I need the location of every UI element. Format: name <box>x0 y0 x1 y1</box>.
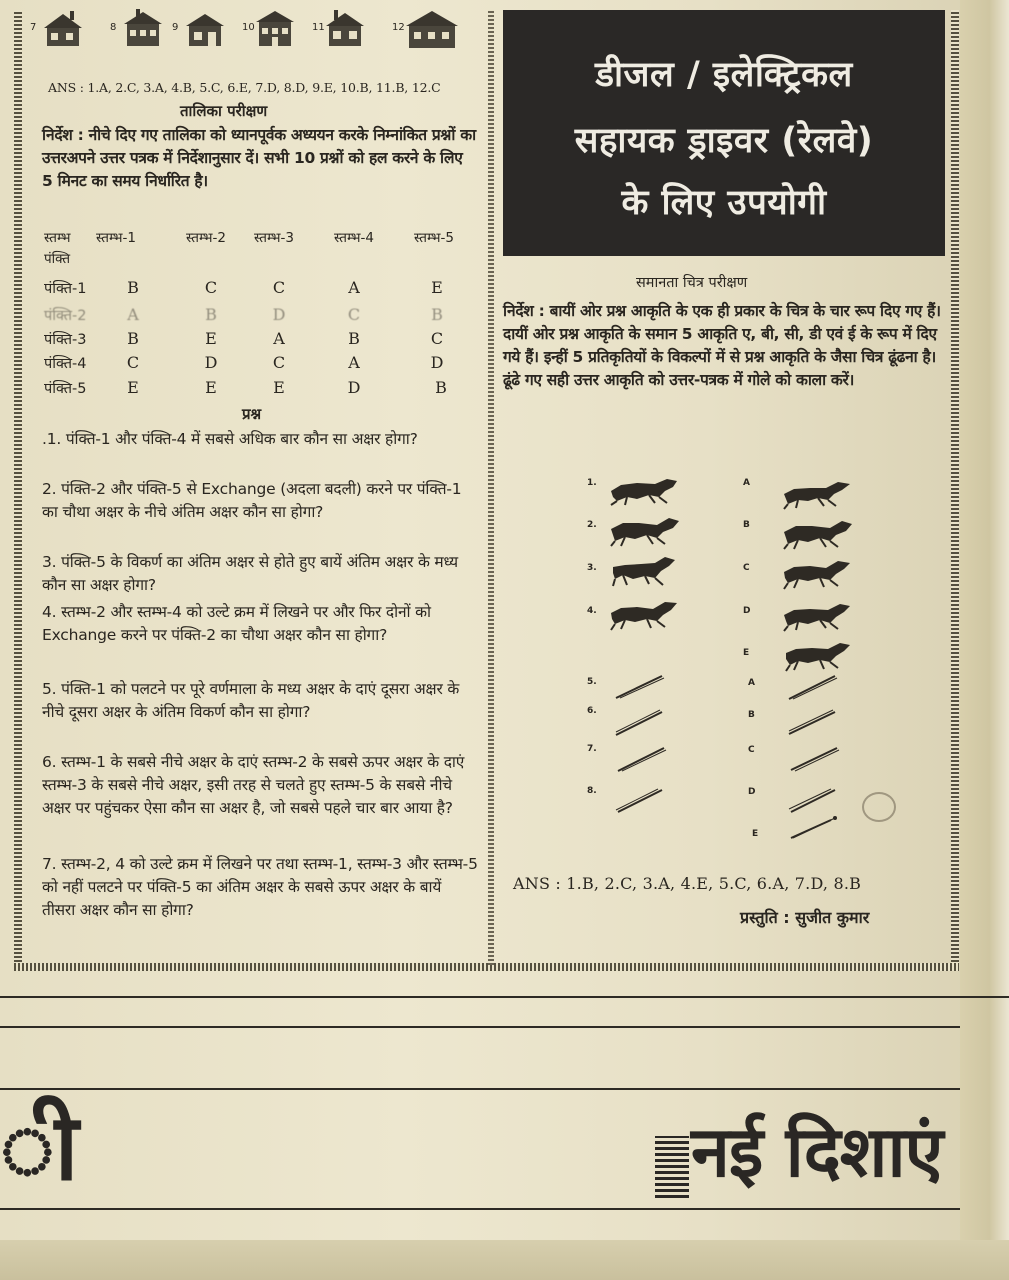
question-item: 2. पंक्ति-2 और पंक्ति-5 से Exchange (अदला बदली) करने पर पंक्ति-1 का चौथा अक्षर के नीचे अंतिम अक्षर कौन सा होगा? <box>42 480 462 521</box>
row-label: पंक्ति-4 <box>44 356 87 372</box>
figure-label: 3. <box>587 563 597 573</box>
headline-box <box>503 10 945 256</box>
horse-icon <box>780 638 856 672</box>
rule-line <box>0 1088 960 1090</box>
option-label: C <box>748 745 755 755</box>
figure-label: 7. <box>587 744 597 754</box>
section-title: तालिका परीक्षण <box>180 102 268 120</box>
table-cell: C <box>272 278 286 297</box>
horse-icon <box>780 476 856 510</box>
rule-line <box>0 1026 960 1028</box>
house-number: 8 <box>110 22 117 33</box>
rule-line <box>0 1208 960 1210</box>
table-cell: B <box>127 278 139 297</box>
figure-label: 1. <box>587 478 597 488</box>
table-cell: E <box>431 278 443 297</box>
row-label: पंक्ति-3 <box>44 332 87 348</box>
answers-line: ANS : 1.A, 2.C, 3.A, 4.B, 5.C, 6.E, 7.D, 8.D, 9.E, 10.B, 11.B, 12.C <box>48 80 441 95</box>
column-divider <box>488 10 494 965</box>
horse-icon <box>780 516 856 550</box>
figure-label: 8. <box>587 786 597 796</box>
horse-icon <box>607 513 683 547</box>
rule-line <box>0 996 1009 998</box>
instruction-text: निर्देश : नीचे दिए गए तालिका को ध्यानपूर्वक अध्ययन करके निम्नांकित प्रश्नों का उत्तरअपने उत्तर पत्रक में निर्देशानुसार दें। सभी 10 प्रश्नों को हल करने के लिए 5 मिनट का समय निर्धारित है। <box>42 126 476 190</box>
line-figure <box>785 812 841 842</box>
logo-text: नई दिशाएं <box>691 1111 943 1193</box>
table-cell: B <box>348 329 360 348</box>
house-icon <box>252 8 298 48</box>
line-figure <box>612 672 668 702</box>
table-cell: E <box>205 329 217 348</box>
house-figure <box>242 6 302 50</box>
table-cell: C <box>272 353 286 372</box>
table-cell: D <box>204 353 218 372</box>
house-figure <box>312 6 372 50</box>
row-label: पंक्ति-1 <box>44 281 87 297</box>
table-cell: D <box>347 378 361 397</box>
column-header: स्तम्भ-1 <box>96 230 136 246</box>
table-corner-top: स्तम्भ <box>44 230 71 246</box>
house-number: 12 <box>392 22 405 33</box>
table-cell: A <box>348 278 360 297</box>
figure-label: 4. <box>587 606 597 616</box>
option-label: C <box>743 563 750 573</box>
table-cell: D <box>272 305 286 324</box>
page-fold <box>0 1240 1009 1280</box>
paper-stain <box>862 792 896 822</box>
column-header: स्तम्भ-5 <box>414 230 454 246</box>
headline-line: सहायक ड्राइवर (रेलवे) <box>574 121 874 161</box>
table-cell: A <box>348 353 360 372</box>
line-figure <box>612 786 668 816</box>
column-header: स्तम्भ-2 <box>186 230 226 246</box>
question-item: 6. स्तम्भ-1 के सबसे नीचे अक्षर के दाएं स्तम्भ-2 के सबसे ऊपर अक्षर के दाएं स्तम्भ-3 के सबसे नीचे अक्षर, इसी तरह से चलते हुए स्तम्भ-5 के सबसे नीचे अक्षर पर पहुंचकर ऐसा कौन सा अक्षर है, जो सबसे पहले चार बार आया है? <box>42 753 465 817</box>
headline-line: के लिए उपयोगी <box>621 183 827 223</box>
answers-line: ANS : 1.B, 2.C, 3.A, 4.E, 5.C, 6.A, 7.D, 8.B <box>513 874 862 893</box>
section-logo <box>655 1108 950 1196</box>
table-cell: E <box>273 378 285 397</box>
house-icon <box>182 8 228 48</box>
horse-icon <box>607 473 683 507</box>
frame-border-left <box>14 10 22 970</box>
line-figure <box>785 708 841 738</box>
option-label: B <box>743 520 750 530</box>
frame-border-right <box>951 10 959 970</box>
line-figure <box>785 744 841 774</box>
table-cell: B <box>435 378 447 397</box>
table-cell: A <box>127 305 139 324</box>
option-label: D <box>748 787 756 797</box>
house-number: 9 <box>172 22 179 33</box>
option-label: A <box>748 678 755 688</box>
line-figure <box>612 744 668 774</box>
row-label: पंक्ति-2 <box>44 308 87 324</box>
table-cell: B <box>205 305 217 324</box>
frame-border-bottom <box>14 963 959 971</box>
question-item: .1. पंक्ति-1 और पंक्ति-4 में सबसे अधिक बार कौन सा अक्षर होगा? <box>42 430 418 448</box>
option-label: B <box>748 710 755 720</box>
house-number: 7 <box>30 22 37 33</box>
question-item: 3. पंक्ति-5 के विकर्ण का अंतिम अक्षर से होते हुए बायें अंतिम अक्षर के मध्य कौन सा अक्षर होगा? <box>42 553 458 594</box>
house-figures-row <box>30 6 480 50</box>
questions-title: प्रश्न <box>242 405 262 423</box>
horse-icon <box>780 598 856 632</box>
table-cell: E <box>127 378 139 397</box>
option-label: D <box>743 606 751 616</box>
column-header: स्तम्भ-4 <box>334 230 374 246</box>
line-figure <box>785 672 841 702</box>
horse-icon <box>607 553 683 587</box>
column-header: स्तम्भ-3 <box>254 230 294 246</box>
house-icon <box>322 8 368 48</box>
question-item: 5. पंक्ति-1 को पलटने पर पूरे वर्णमाला के मध्य अक्षर के दाएं दूसरा अक्षर के नीचे दूसरा अक्षर के अंतिम विकर्ण कौन सा होगा? <box>42 680 460 721</box>
house-icon <box>402 8 462 50</box>
table-cell: C <box>204 278 218 297</box>
table-cell: B <box>431 305 443 324</box>
house-figure <box>172 6 232 50</box>
horse-icon <box>780 556 856 590</box>
house-figure <box>30 6 90 50</box>
house-number: 10 <box>242 22 255 33</box>
table-cell: D <box>430 353 444 372</box>
page-edge <box>960 0 1009 1280</box>
presenter-credit: प्रस्तुति : सुजीत कुमार <box>740 908 870 927</box>
house-icon <box>40 8 86 48</box>
house-icon <box>120 8 166 48</box>
house-number: 11 <box>312 22 325 33</box>
partial-headline: ी <box>0 1094 79 1201</box>
row-label: पंक्ति-5 <box>44 381 87 397</box>
instruction-text: निर्देश : बायीं ओर प्रश्न आकृति के एक ही प्रकार के चित्र के चार रूप दिए गए हैं। दायीं ओर प्रश्न आकृति के समान 5 आकृति ए, बी, सी, डी एवं ई के रूप में दिए गये हैं। इन्हीं 5 प्रतिकृतियों के विकल्पों में से प्रश्न आकृति के जैसा चित्र ढूंढना है। ढूंढे गए सही उत्तर आकृति को उत्तर-पत्रक में गोले को काला करें। <box>503 302 941 389</box>
figure-label: 2. <box>587 520 597 530</box>
question-item: 4. स्तम्भ-2 और स्तम्भ-4 को उल्टे क्रम में लिखने पर और फिर दोनों को Exchange करने पर पंक्ति-2 का चौथा अक्षर कौन सा होगा? <box>42 603 431 644</box>
house-figure <box>392 6 452 50</box>
headline-line: डीजल / इलेक्ट्रिकल <box>595 55 853 95</box>
option-label: A <box>743 478 750 488</box>
logo-bars <box>655 1136 689 1198</box>
table-cell: C <box>430 329 444 348</box>
table-cell: C <box>126 353 140 372</box>
figure-label: 6. <box>587 706 597 716</box>
horse-icon <box>607 597 683 631</box>
line-figure <box>612 708 668 738</box>
question-item: 7. स्तम्भ-2, 4 को उल्टे क्रम में लिखने पर तथा स्तम्भ-1, स्तम्भ-3 और स्तम्भ-5 को नहीं पलटने पर पंक्ति-5 का अंतिम अक्षर के सबसे ऊपर अक्षर के बायें तीसरा अक्षर कौन सा होगा? <box>42 855 478 919</box>
table-corner-bottom: पंक्ति <box>44 251 71 267</box>
table-cell: E <box>205 378 217 397</box>
figure-label: 5. <box>587 677 597 687</box>
table-cell: B <box>127 329 139 348</box>
house-figure <box>110 6 170 50</box>
table-cell: A <box>273 329 285 348</box>
table-cell: C <box>347 305 361 324</box>
option-label: E <box>752 829 759 839</box>
section-title: समानता चित्र परीक्षण <box>636 275 748 291</box>
option-label: E <box>743 648 750 658</box>
